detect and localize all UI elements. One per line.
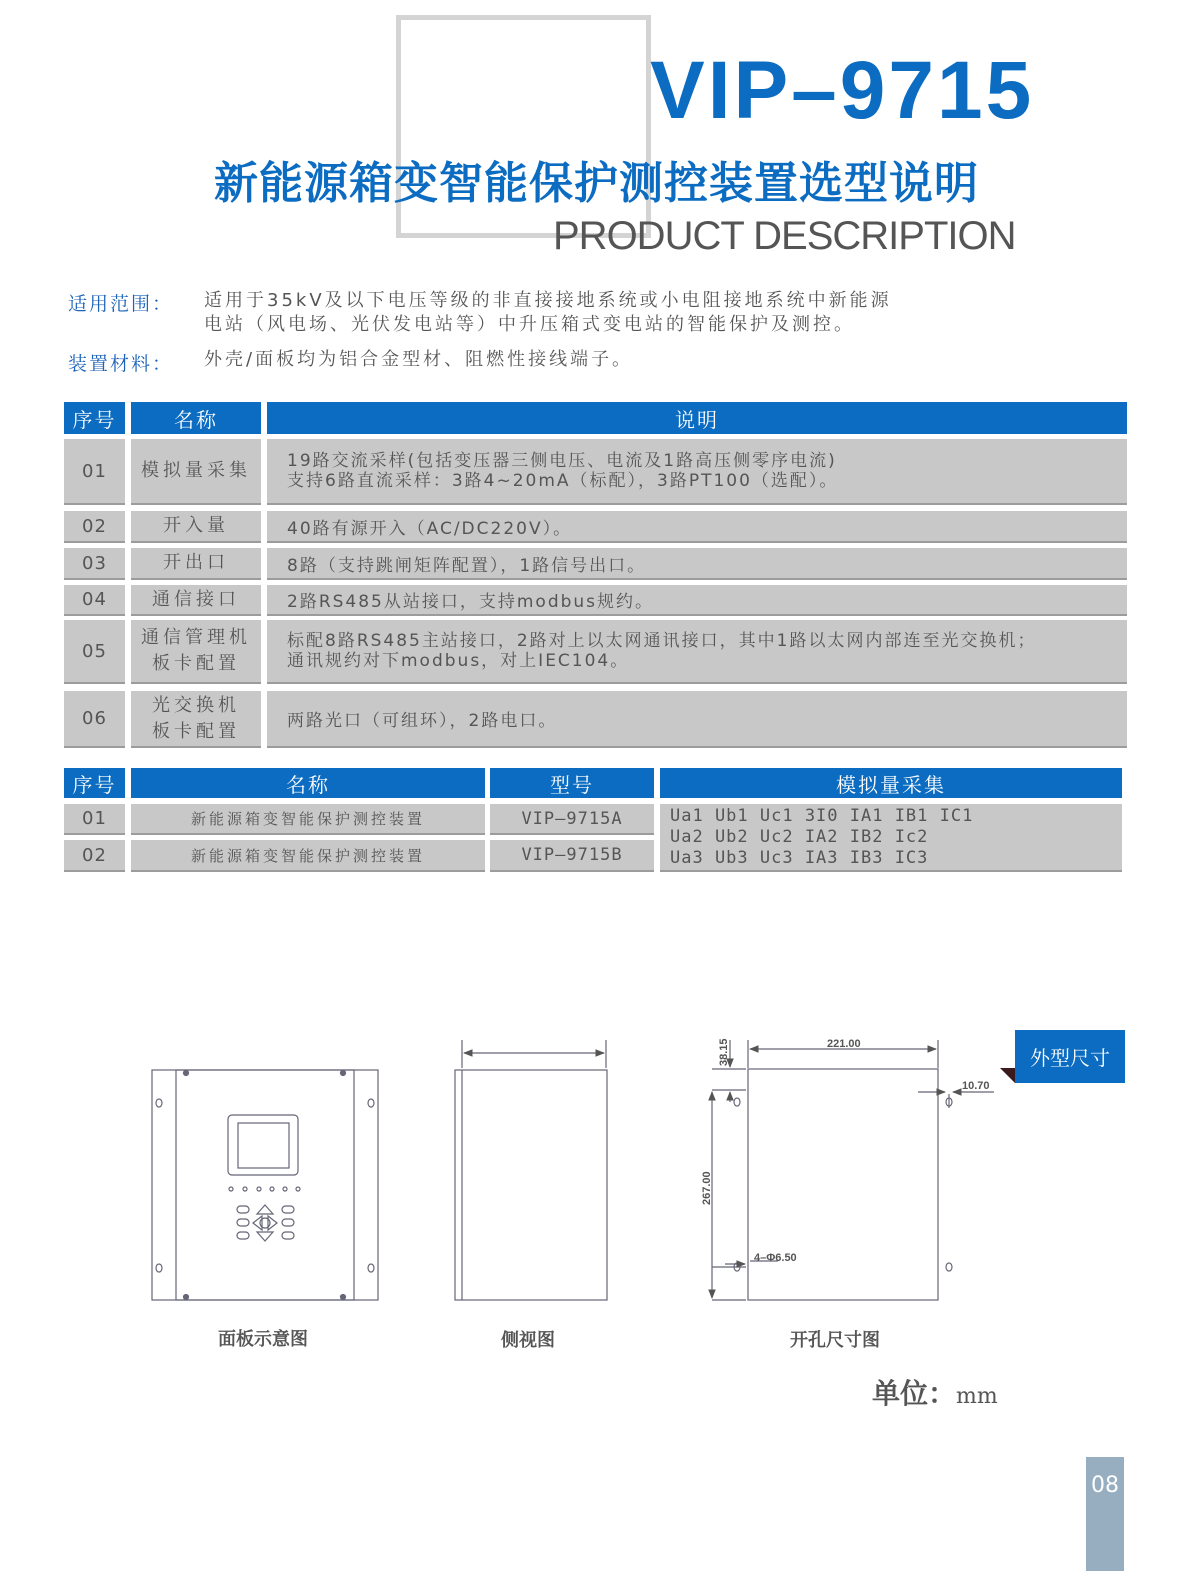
- table-row-desc: [267, 511, 1127, 541]
- table-header-no: 序号: [64, 402, 125, 434]
- table-row-name-line: 通信管理机: [141, 627, 251, 648]
- scope-line-1: 适用于35kV及以下电压等级的非直接接地系统或小电阻接地系统中新能源: [204, 290, 892, 311]
- dim-width-label: 221.00: [827, 1038, 861, 1050]
- table-row-desc-line: 两路光口（可组环），2路电口。: [287, 711, 558, 731]
- technical-drawings: [0, 1020, 1193, 1320]
- model-header-name: 名称: [131, 768, 485, 798]
- table-row-no: 03: [64, 548, 125, 578]
- table-row-name: [131, 691, 261, 746]
- dim-side-label: 10.70: [962, 1080, 990, 1092]
- table-row-name: [131, 511, 261, 541]
- table-row-desc-line: 19路交流采样(包括变压器三侧电压、电流及1路高压侧零序电流): [287, 451, 837, 471]
- caption-front-panel: 面板示意图: [218, 1329, 308, 1350]
- table-header-desc: 说明: [267, 402, 1127, 434]
- model-row-name: 新能源箱变智能保护测控装置: [131, 840, 485, 870]
- model-analog-line: Ua1 Ub1 Uc1 3I0 IA1 IB1 IC1: [670, 805, 974, 826]
- table-row-no: 06: [64, 691, 125, 746]
- table-row-name: [131, 548, 261, 578]
- table-row-name-line: 板卡配置: [152, 720, 240, 742]
- unit-value: mm: [956, 1384, 998, 1409]
- model-row-type: VIP–9715A: [490, 804, 654, 833]
- dimension-labels: [701, 1038, 990, 1264]
- unit-label-text: 单位：: [872, 1377, 957, 1410]
- table-row-no: 02: [64, 511, 125, 541]
- table-row-name-line: 板卡配置: [152, 653, 240, 674]
- dim-holes-label: 4–Φ6.50: [754, 1252, 797, 1264]
- page-number: 08: [1091, 1473, 1119, 1498]
- page-subtitle: PRODUCT DESCRIPTION: [553, 214, 1016, 258]
- model-row-no: 02: [64, 840, 125, 870]
- material-text: 外壳/面板均为铝合金型材、阻燃性接线端子。: [204, 349, 634, 370]
- caption-cutout: 开孔尺寸图: [790, 1330, 880, 1351]
- material-label: 装置材料：: [68, 353, 174, 375]
- table-row-name-line: 开出口: [163, 552, 229, 573]
- table-header-name: 名称: [131, 402, 261, 434]
- unit-label: [872, 1372, 998, 1412]
- table-row-no: 04: [64, 585, 125, 614]
- table-row-name-line: 开入量: [163, 515, 229, 536]
- front-panel-drawing: [152, 1070, 378, 1300]
- table-row-desc-line: 2路RS485从站接口，支持modbus规约。: [287, 592, 655, 612]
- model-row-no: 01: [64, 804, 125, 833]
- side-view-drawing: [455, 1040, 607, 1300]
- table-row-name: [131, 620, 261, 682]
- table-row-name-line: 模拟量采集: [141, 460, 251, 481]
- table-row-desc-line: 标配8路RS485主站接口，2路对上以太网通讯接口，其中1路以太网内部连至光交换机；: [287, 631, 1037, 651]
- model-row-type: VIP–9715B: [490, 840, 654, 870]
- dimension-tag: 外型尺寸: [1015, 1030, 1125, 1083]
- table-row-name-line: 光交换机: [152, 694, 240, 716]
- table-row-desc-line: 40路有源开入（AC/DC220V）。: [287, 518, 573, 539]
- model-row-name: 新能源箱变智能保护测控装置: [131, 804, 485, 833]
- model-title: VIP–9715: [650, 45, 1035, 136]
- model-analog-cell: [660, 804, 1122, 870]
- table-row-desc-line: 通讯规约对下modbus，对上IEC104。: [287, 651, 630, 671]
- model-header-no: 序号: [64, 768, 125, 798]
- table-row-no: 01: [64, 439, 125, 503]
- model-analog-line: Ua2 Ub2 Uc2 IA2 IB2 Ic2: [670, 826, 929, 847]
- table-row-no: 05: [64, 620, 125, 682]
- scope-line-2: 电站（风电场、光伏发电站等）中升压箱式变电站的智能保护及测控。: [204, 314, 855, 335]
- table-row-name: [131, 439, 261, 503]
- table-row-desc: [267, 548, 1127, 578]
- caption-side-view: 侧视图: [501, 1330, 555, 1351]
- table-row-desc-line: 支持6路直流采样：3路4~20mA（标配），3路PT100（选配）。: [287, 471, 839, 491]
- table-row-desc: [267, 585, 1127, 614]
- dim-top-offset-label: 38.15: [718, 1038, 730, 1066]
- dim-height-label: 267.00: [701, 1171, 713, 1205]
- page-title: 新能源箱变智能保护测控装置选型说明: [214, 158, 979, 209]
- scope-label: 适用范围：: [68, 293, 174, 315]
- table-row-name-line: 通信接口: [152, 588, 240, 610]
- table-row-desc: [267, 691, 1127, 746]
- table-row-name: [131, 585, 261, 614]
- model-header-analog: 模拟量采集: [660, 768, 1122, 798]
- table-row-desc: [267, 439, 1127, 503]
- table-row-desc-line: 8路（支持跳闸矩阵配置），1路信号出口。: [287, 555, 647, 576]
- model-analog-line: Ua3 Ub3 Uc3 IA3 IB3 IC3: [670, 847, 929, 868]
- table-row-desc: [267, 620, 1127, 682]
- model-header-type: 型号: [490, 768, 654, 798]
